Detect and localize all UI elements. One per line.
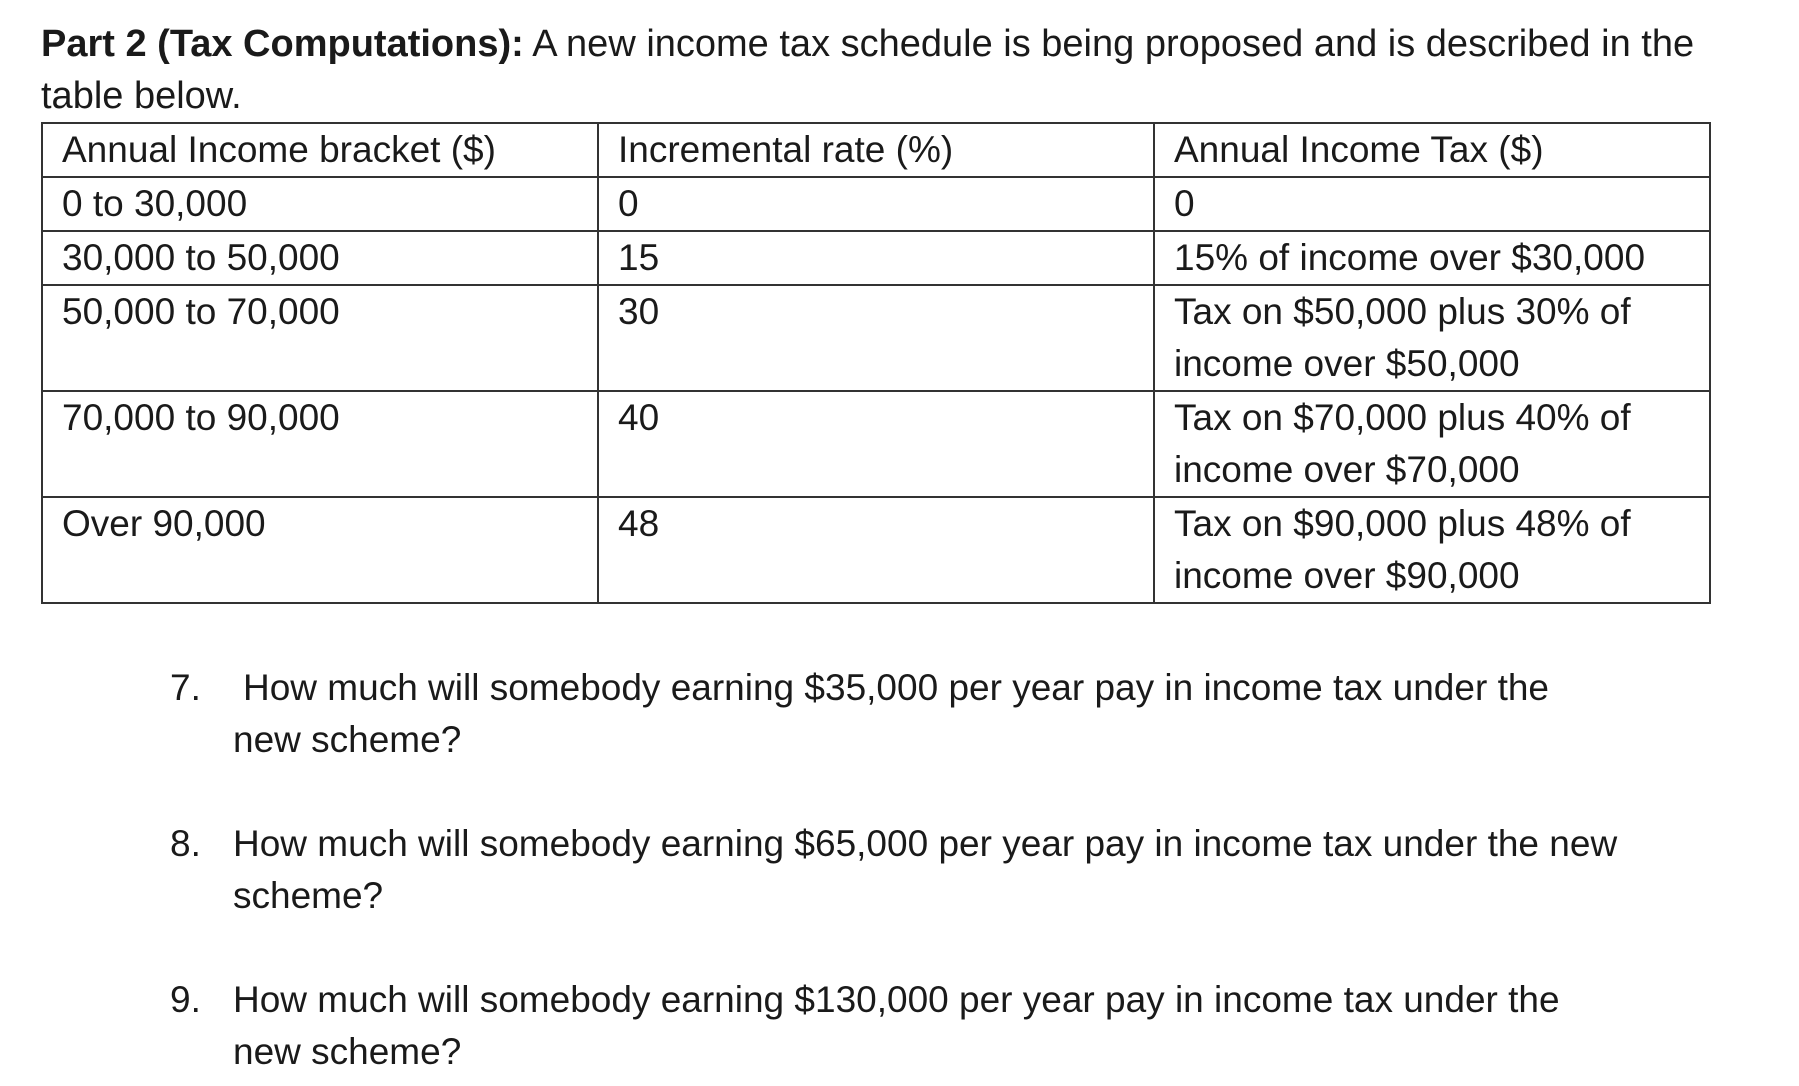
table-row <box>42 177 1710 231</box>
question-text-line1: How much will somebody earning $35,000 per year pay in income tax under the <box>243 667 1550 708</box>
question-number: 7. <box>170 667 201 708</box>
tax-cell: Tax on $90,000 plus 48% of income over $90,000 <box>1154 497 1710 603</box>
bracket-cell: Over 90,000 <box>42 497 598 603</box>
tax-cell: 15% of income over $30,000 <box>1154 231 1710 285</box>
table-header-row <box>42 123 1710 177</box>
rate-cell: 15 <box>598 231 1154 285</box>
rate-cell: 40 <box>598 391 1154 497</box>
section-title: Part 2 (Tax Computations): <box>41 23 524 65</box>
intro-paragraph <box>41 18 1741 122</box>
header-annual-tax: Annual Income Tax ($) <box>1154 123 1710 177</box>
rate-cell: 48 <box>598 497 1154 603</box>
table-row <box>42 285 1710 391</box>
bracket-cell: 0 to 30,000 <box>42 177 598 231</box>
table-row <box>42 391 1710 497</box>
tax-schedule-table <box>41 122 1711 604</box>
table-row <box>42 231 1710 285</box>
header-income-bracket: Annual Income bracket ($) <box>42 123 598 177</box>
rate-cell: 0 <box>598 177 1154 231</box>
header-incremental-rate: Incremental rate (%) <box>598 123 1154 177</box>
table-row <box>42 497 1710 603</box>
bracket-cell: 70,000 to 90,000 <box>42 391 598 497</box>
question-text-line2: new scheme? <box>233 1031 462 1072</box>
tax-cell: Tax on $70,000 plus 40% of income over $70,000 <box>1154 391 1710 497</box>
question-text-line2: new scheme? <box>233 719 462 760</box>
question-text-line1: How much will somebody earning $65,000 per year pay in income tax under the new <box>233 823 1618 864</box>
tax-cell: 0 <box>1154 177 1710 231</box>
question-number: 8. <box>170 823 201 864</box>
tax-cell: Tax on $50,000 plus 30% of income over $50,000 <box>1154 285 1710 391</box>
intro-text: A new income tax schedule is being proposed and is described in the table below. <box>41 23 1695 117</box>
bracket-cell: 30,000 to 50,000 <box>42 231 598 285</box>
rate-cell: 30 <box>598 285 1154 391</box>
question-text-line1: How much will somebody earning $130,000 per year pay in income tax under the <box>233 979 1560 1020</box>
question-number: 9. <box>170 979 201 1020</box>
bracket-cell: 50,000 to 70,000 <box>42 285 598 391</box>
question-text-line2: scheme? <box>233 875 384 916</box>
